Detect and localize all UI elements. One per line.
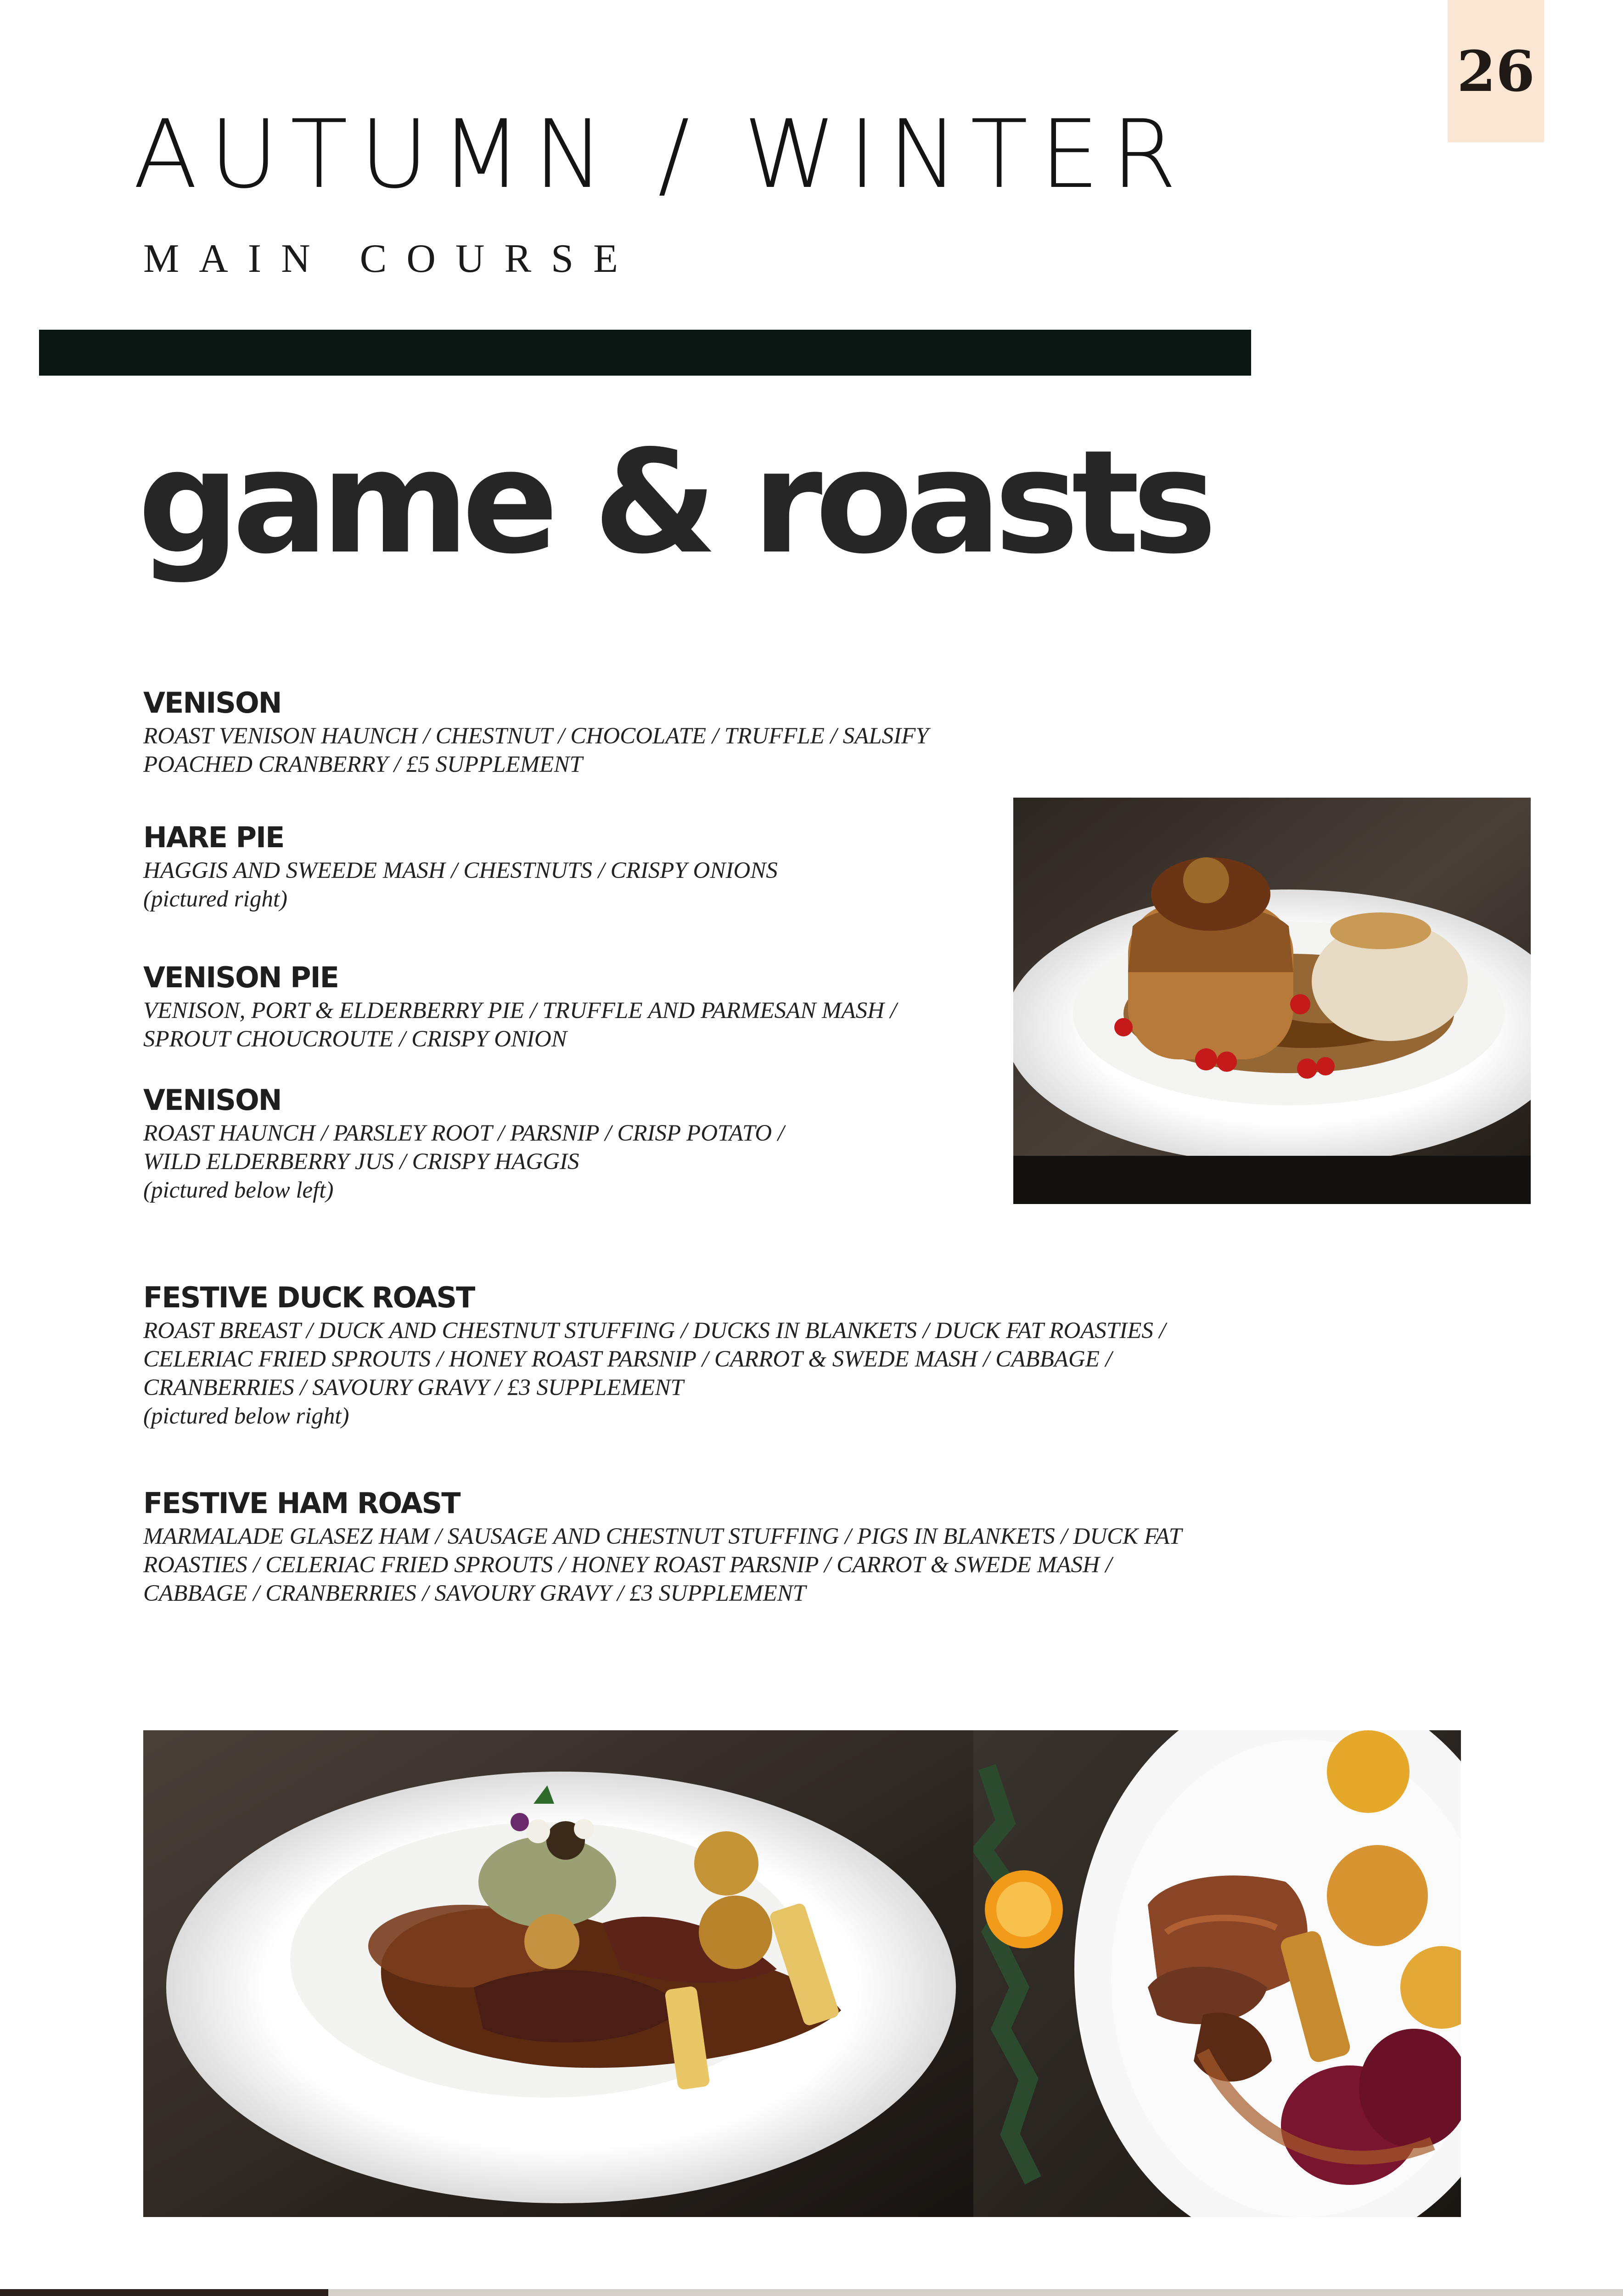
venison-photo [143, 1730, 973, 2217]
dish-description-line: POACHED CRANBERRY / £5 SUPPLEMENT [143, 752, 583, 778]
dish-name: VENISON [143, 686, 281, 720]
dish-picture-note: (pictured right) [143, 886, 287, 912]
dish-description-line: ROAST VENISON HAUNCH / CHESTNUT / CHOCOLATE / TRUFFLE / SALSIFY [143, 723, 929, 749]
hare-pie-photo [1013, 798, 1531, 1204]
bottom-edge-strip [0, 2289, 1623, 2296]
dish-item-festive-duck-roast [143, 1281, 1166, 1430]
dish-description-line: ROAST HAUNCH / PARSLEY ROOT / PARSNIP / CRISP POTATO / [143, 1120, 785, 1147]
header-divider-bar [39, 330, 1251, 376]
dish-item-venison-haunch [143, 1084, 784, 1204]
dish-description [143, 1522, 1182, 1608]
dish-description-line: ROAST BREAST / DUCK AND CHESTNUT STUFFING / DUCKS IN BLANKETS / DUCK FAT ROASTIES / [143, 1318, 1166, 1344]
bottom-edge-strip-dark [0, 2289, 328, 2296]
duck-roast-photo [973, 1730, 1461, 2217]
dish-description-line: VENISON, PORT & ELDERBERRY PIE / TRUFFLE AND PARMESAN MASH / [143, 998, 897, 1024]
page-number: 26 [1457, 38, 1535, 104]
dish-name: FESTIVE DUCK ROAST [143, 1281, 475, 1314]
season-title: AUTUMN / WINTER [133, 100, 1189, 209]
dish-picture-note: (pictured below right) [143, 1403, 349, 1429]
dish-description [143, 1317, 1166, 1402]
dish-name: VENISON [143, 1083, 281, 1117]
dish-item-hare-pie [143, 821, 778, 913]
dish-description-line: WILD ELDERBERRY JUS / CRISPY HAGGIS [143, 1149, 579, 1175]
dish-description [143, 996, 897, 1053]
dish-name: VENISON PIE [143, 961, 338, 994]
page-number-badge [1448, 0, 1544, 142]
dish-description-line: MARMALADE GLASEZ HAM / SAUSAGE AND CHESTNUT STUFFING / PIGS IN BLANKETS / DUCK FAT [143, 1524, 1182, 1550]
dish-item-venison [143, 687, 929, 779]
dish-name: HARE PIE [143, 821, 284, 854]
dish-name: FESTIVE HAM ROAST [143, 1486, 460, 1520]
section-title: game & roasts [138, 420, 1210, 585]
dish-description-line: CELERIAC FRIED SPROUTS / HONEY ROAST PARSNIP / CARROT & SWEDE MASH / CABBAGE / [143, 1346, 1112, 1373]
dish-description [143, 856, 778, 885]
dish-description-line: SPROUT CHOUCROUTE / CRISPY ONION [143, 1026, 567, 1052]
dish-picture-note: (pictured below left) [143, 1177, 334, 1204]
dish-description [143, 722, 929, 779]
course-subtitle: MAIN COURSE [143, 236, 638, 281]
dish-description [143, 1119, 784, 1176]
dish-description-line: HAGGIS AND SWEEDE MASH / CHESTNUTS / CRISPY ONIONS [143, 858, 778, 884]
dish-item-festive-ham-roast [143, 1487, 1182, 1608]
dish-description-line: ROASTIES / CELERIAC FRIED SPROUTS / HONEY ROAST PARSNIP / CARROT & SWEDE MASH / [143, 1552, 1112, 1578]
dish-description-line: CABBAGE / CRANBERRIES / SAVOURY GRAVY / £3 SUPPLEMENT [143, 1581, 806, 1607]
dish-item-venison-pie [143, 961, 897, 1053]
dish-description-line: CRANBERRIES / SAVOURY GRAVY / £3 SUPPLEMENT [143, 1375, 684, 1401]
